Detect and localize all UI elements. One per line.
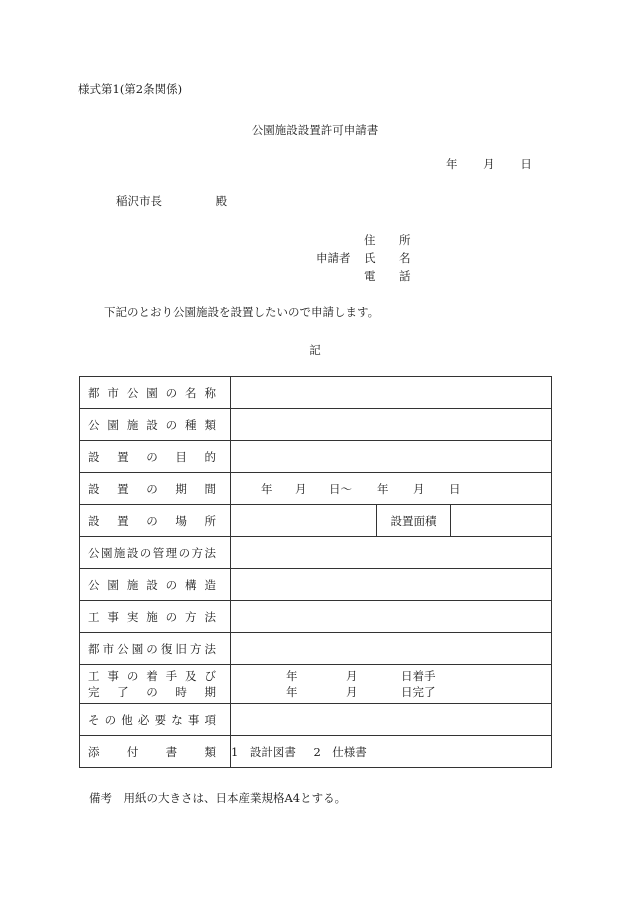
row-label-text (88, 577, 216, 593)
row-label-text (88, 513, 216, 529)
other-field[interactable] (231, 704, 552, 736)
ki-heading: 記 (309, 343, 321, 357)
addressee (116, 193, 227, 209)
label-char: の (146, 481, 158, 496)
application-table (79, 376, 552, 768)
attachment-item-1: 1 設計図書 (231, 744, 296, 759)
label-char: 名 (185, 385, 197, 400)
row-label-park-name (80, 377, 231, 409)
label-char: 実 (126, 609, 139, 624)
row-label-text (88, 684, 216, 700)
label-char: 置 (117, 481, 129, 496)
table-row (80, 704, 552, 736)
label-char: 方 (191, 545, 203, 560)
schedule-finish-year: 年 (286, 685, 298, 699)
label-char: 設 (126, 545, 139, 560)
label-char: 置 (117, 449, 129, 464)
period-field[interactable] (231, 473, 552, 505)
label-char: の (126, 669, 139, 683)
label-char: 園 (146, 385, 158, 400)
period-start-day: 日〜 (329, 481, 352, 496)
row-label-restoration (80, 633, 231, 665)
row-label-text (88, 545, 216, 561)
label-char: 法 (204, 609, 216, 624)
table-row (80, 377, 552, 409)
label-char: 園 (100, 545, 113, 560)
area-label: 設置面積 (377, 505, 451, 536)
row-label-text (88, 417, 216, 433)
table-row (80, 537, 552, 569)
attachments-field[interactable] (231, 736, 552, 768)
label-char: 法 (204, 641, 216, 656)
schedule-finish-month: 月 (346, 685, 358, 699)
schedule-field[interactable] (231, 665, 552, 704)
label-char: 公 (117, 641, 129, 656)
label-char: の (104, 712, 117, 727)
date-line (446, 156, 532, 172)
table-row (80, 409, 552, 441)
applicant-name-label: 氏 名 (364, 251, 417, 265)
row-label-facility-type (80, 409, 231, 441)
label-char: の (165, 577, 178, 592)
label-char: 市 (107, 385, 119, 400)
label-char: 公 (126, 385, 139, 400)
restoration-field[interactable] (231, 633, 552, 665)
period-end-day: 日 (449, 481, 461, 496)
label-char: 事 (107, 669, 119, 683)
location-field[interactable] (231, 505, 377, 536)
label-char: 構 (185, 577, 197, 592)
label-char: 付 (126, 744, 139, 759)
label-char: 類 (204, 417, 216, 432)
table-row (80, 736, 552, 768)
row-label-text (88, 385, 216, 401)
row-label-period (80, 473, 231, 505)
label-char: の (165, 609, 178, 624)
label-char: 了 (117, 685, 129, 699)
label-char: の (165, 385, 178, 400)
period-start-month: 月 (295, 481, 307, 496)
label-char: の (165, 417, 178, 432)
applicant-phone-label: 電 話 (364, 269, 417, 283)
construction-method-field[interactable] (231, 601, 552, 633)
label-char: 事 (107, 609, 119, 624)
row-label-other (80, 704, 231, 736)
label-char: そ (88, 712, 100, 727)
label-char: 時 (175, 685, 187, 699)
schedule-start-end: 日着手 (401, 669, 436, 683)
row-label-text (88, 641, 216, 657)
label-char: 設 (88, 449, 100, 464)
document-title: 公園施設設置許可申請書 (251, 123, 379, 137)
applicant-block (316, 231, 417, 285)
label-char: 方 (189, 641, 202, 656)
label-char: 法 (204, 545, 216, 560)
row-label-text (88, 609, 216, 625)
intro-text: 下記のとおり公園施設を設置したいので申請します。 (104, 305, 380, 319)
label-char: 目 (175, 449, 187, 464)
schedule-finish-end: 日完了 (401, 685, 436, 699)
period-end-month: 月 (413, 481, 425, 496)
label-char: 園 (107, 577, 119, 592)
label-char: 必 (137, 712, 150, 727)
label-char: 他 (121, 712, 133, 727)
table-row (80, 441, 552, 473)
schedule-start-month: 月 (346, 669, 358, 683)
date-day: 日 (520, 157, 532, 171)
table-row (80, 665, 552, 704)
label-char: 称 (204, 385, 216, 400)
label-char: 完 (88, 685, 100, 699)
label-char: 都 (88, 641, 100, 656)
area-field[interactable] (451, 505, 551, 536)
schedule-start-year: 年 (286, 669, 298, 683)
row-label-construction-method (80, 601, 231, 633)
label-char: 設 (88, 481, 100, 496)
label-char: の (146, 449, 158, 464)
label-char: 都 (88, 385, 100, 400)
label-char: 及 (185, 669, 197, 683)
label-char: 種 (185, 417, 197, 432)
label-char: 工 (88, 609, 100, 624)
management-field[interactable] (231, 537, 552, 569)
addressee-honorific: 殿 (215, 194, 228, 208)
table-row (80, 633, 552, 665)
row-label-text (88, 712, 216, 728)
table-row (80, 505, 552, 537)
purpose-field[interactable] (231, 441, 552, 473)
label-char: 添 (88, 744, 100, 759)
facility-type-field[interactable] (231, 409, 552, 441)
row-label-text (88, 744, 216, 760)
table-row (80, 473, 552, 505)
attachment-item-2: 2 仕様書 (313, 744, 367, 759)
label-char: な (171, 712, 183, 727)
applicant-address-label: 住 所 (364, 233, 417, 247)
structure-field[interactable] (231, 569, 552, 601)
label-char: 園 (107, 417, 119, 432)
row-label-location (80, 505, 231, 537)
label-char: 設 (88, 513, 100, 528)
label-char: 期 (175, 481, 187, 496)
addressee-name: 稲沢市長 (116, 194, 162, 208)
row-label-schedule (80, 665, 231, 704)
label-char: 間 (204, 481, 216, 496)
label-char: の (146, 685, 158, 699)
label-char: 施 (113, 545, 126, 560)
label-char: 方 (185, 609, 197, 624)
label-char: 施 (146, 609, 158, 624)
label-char: の (146, 513, 158, 528)
label-char: 園 (131, 641, 144, 656)
label-char: 手 (165, 669, 178, 683)
label-char: 工 (88, 669, 100, 683)
remarks-note: 備考 用紙の大きさは、日本産業規格A4とする。 (89, 791, 347, 805)
label-char: 施 (126, 577, 139, 592)
row-label-text (88, 481, 216, 497)
label-char: 設 (146, 577, 158, 592)
park-name-field[interactable] (231, 377, 552, 409)
form-number-label: 様式第1(第2条関係) (78, 82, 183, 96)
row-label-text (88, 668, 216, 684)
date-month: 月 (483, 157, 495, 171)
label-char: 理 (165, 545, 178, 560)
label-char: 公 (88, 577, 100, 592)
label-char: 着 (146, 669, 158, 683)
label-char: の (139, 545, 152, 560)
label-char: 管 (152, 545, 165, 560)
label-char: 設 (146, 417, 158, 432)
label-char: 造 (204, 577, 216, 592)
row-label-structure (80, 569, 231, 601)
label-char: 場 (175, 513, 187, 528)
label-char: 項 (204, 712, 216, 727)
applicant-role-label: 申請者 (316, 251, 351, 265)
row-label-attachments (80, 736, 231, 768)
row-label-management (80, 537, 231, 569)
label-char: 市 (102, 641, 115, 656)
label-char: 書 (165, 744, 178, 759)
label-char: 事 (187, 712, 200, 727)
label-char: 公 (88, 545, 100, 560)
table-row (80, 601, 552, 633)
label-char: 復 (160, 641, 173, 656)
label-char: 期 (204, 685, 216, 699)
label-char: 旧 (175, 641, 187, 656)
period-start-year: 年 (261, 481, 273, 496)
period-end-year: 年 (377, 481, 389, 496)
table-row (80, 569, 552, 601)
label-char: 要 (154, 712, 167, 727)
label-char: の (178, 545, 191, 560)
label-char: 類 (204, 744, 216, 759)
row-label-text (88, 449, 216, 465)
label-char: 公 (88, 417, 100, 432)
row-label-purpose (80, 441, 231, 473)
label-char: の (146, 641, 158, 656)
label-char: び (204, 669, 216, 683)
label-char: 施 (126, 417, 139, 432)
location-cell (231, 505, 552, 537)
date-year: 年 (446, 157, 458, 171)
label-char: 的 (204, 449, 216, 464)
label-char: 置 (117, 513, 129, 528)
label-char: 所 (204, 513, 216, 528)
